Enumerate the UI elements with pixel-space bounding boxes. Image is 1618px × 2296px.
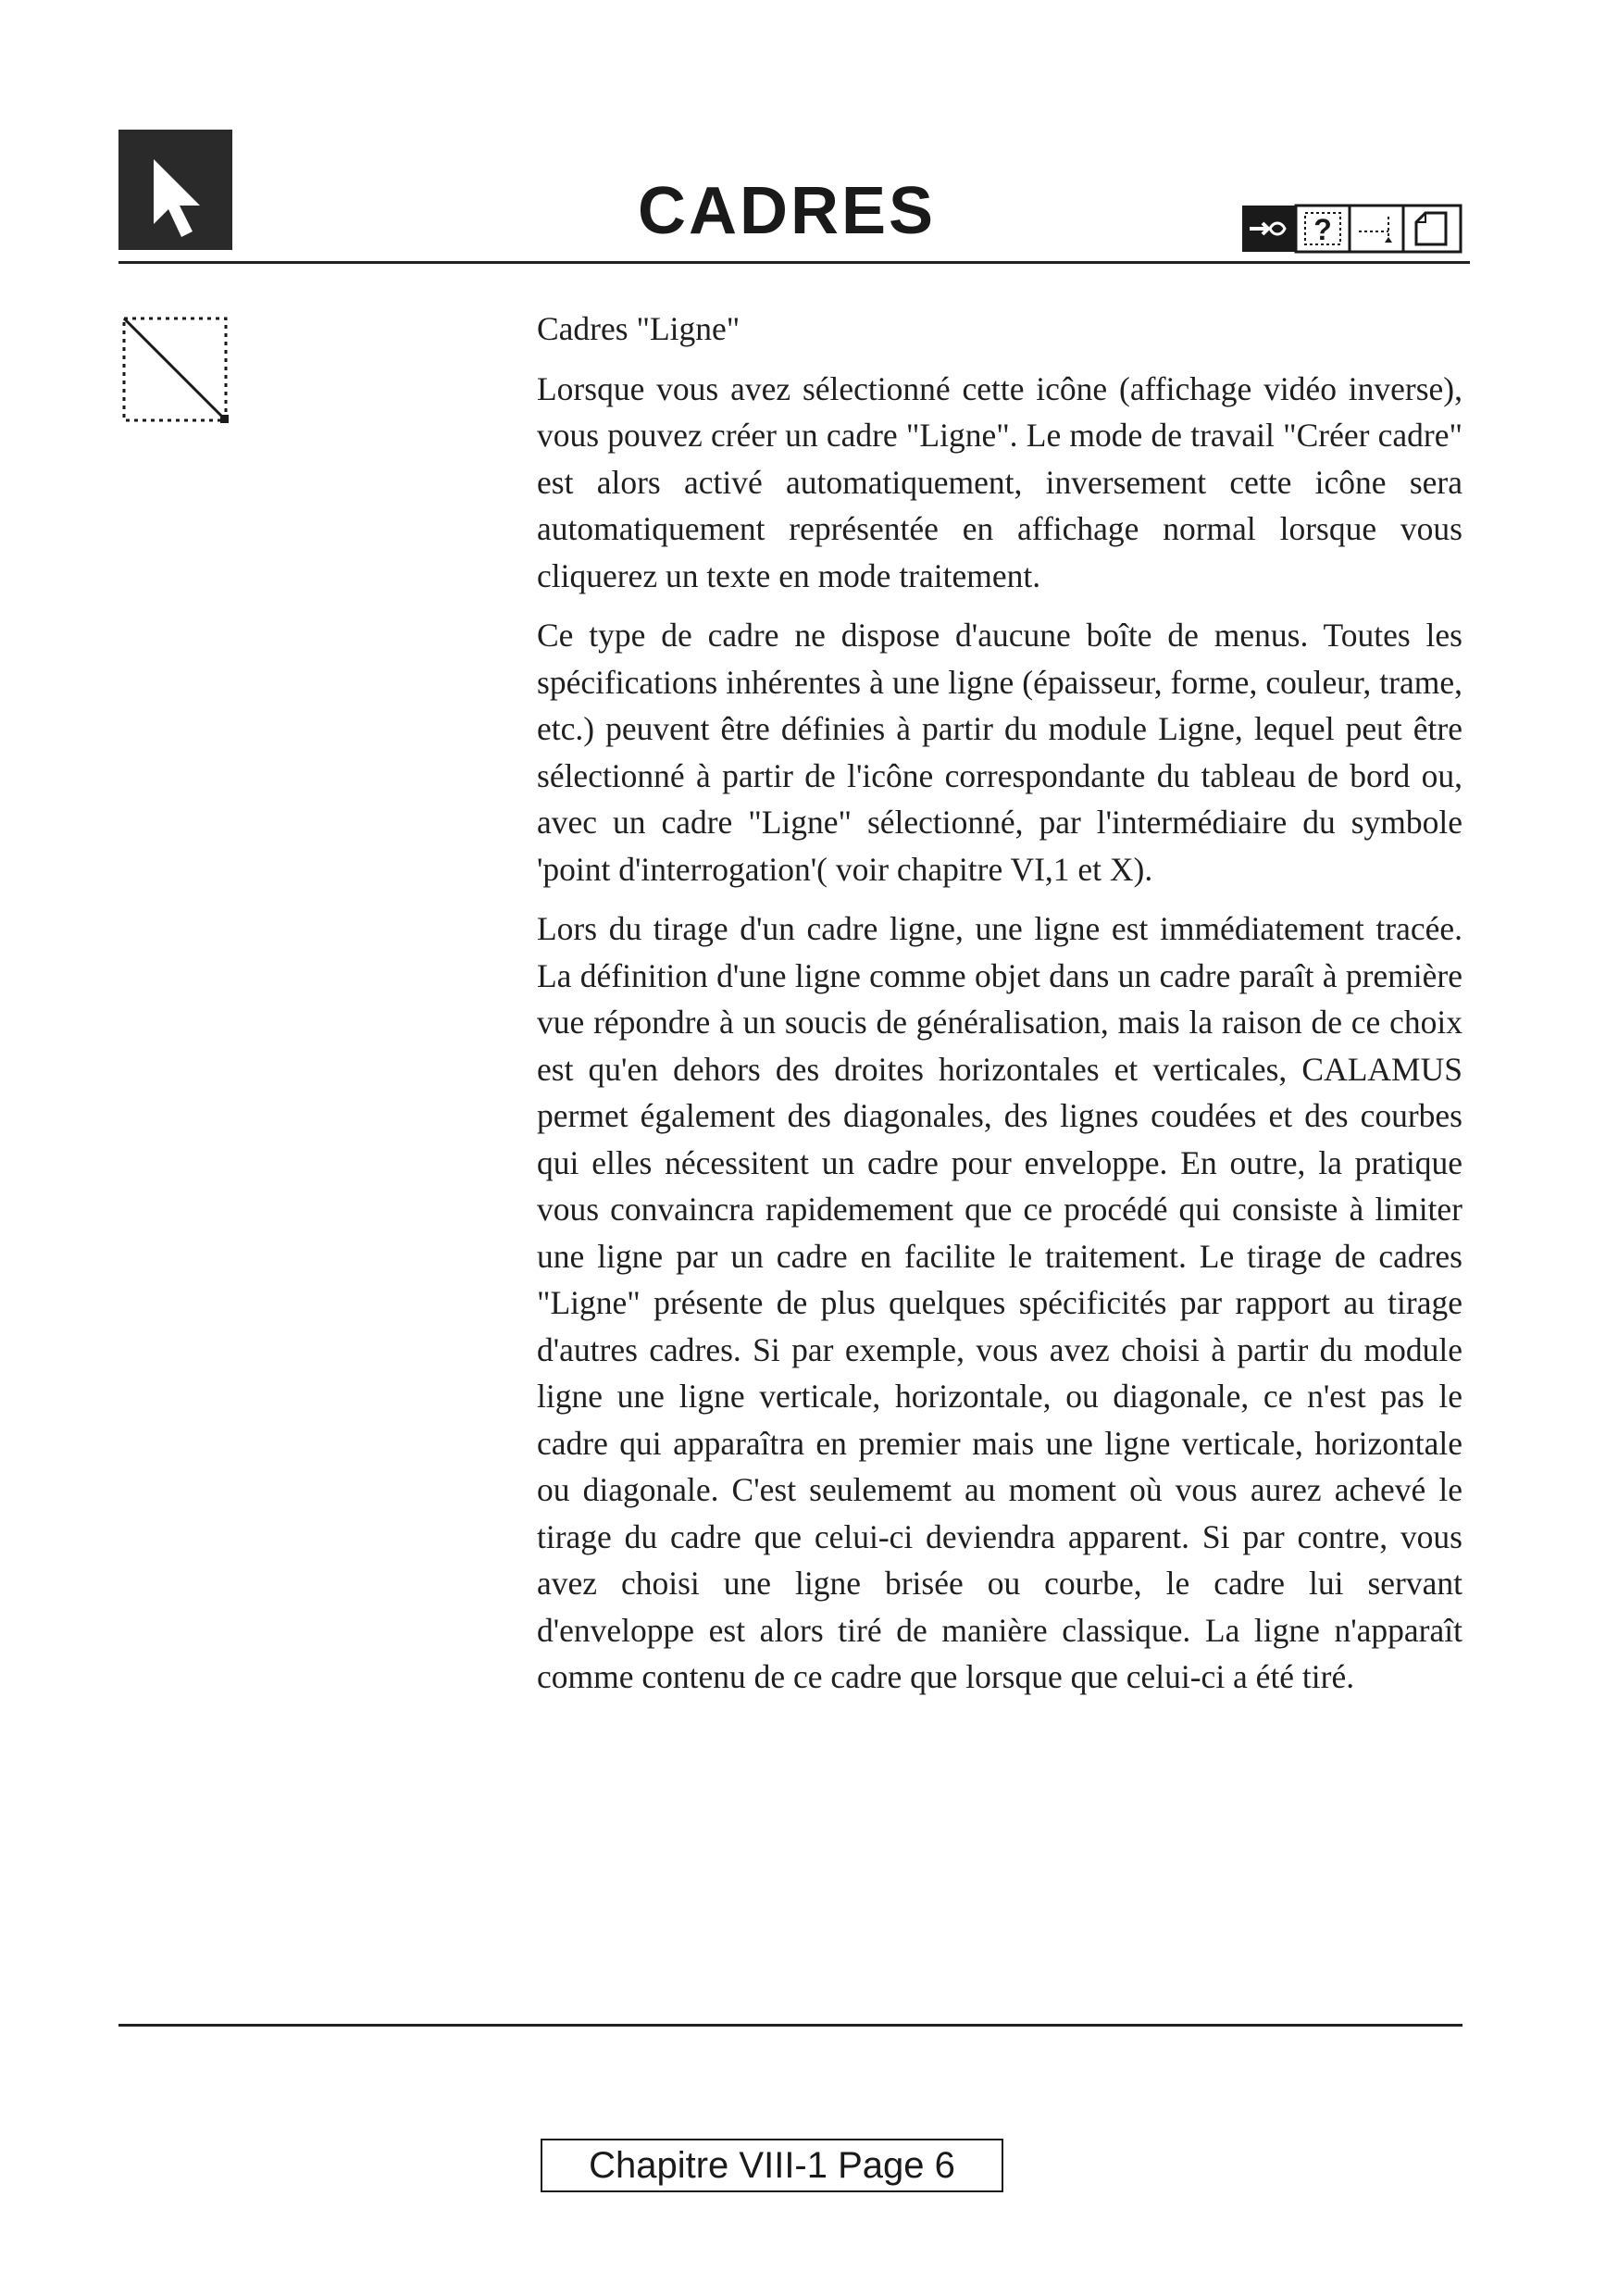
- footer-divider: [118, 2024, 1462, 2027]
- pointer-logo: [118, 130, 232, 250]
- svg-text:?: ?: [1313, 213, 1332, 246]
- header-divider: [118, 261, 1470, 264]
- question-mark-icon: [1296, 206, 1350, 252]
- paragraph: Ce type de cadre ne dispose d'aucune boîte de menus. Toutes les spécifications inhérentes à une ligne (épaisseur, forme, couleur, trame, etc.) peuvent être définies à partir du module Ligne, lequel peut être sélectionné à partir de l'icône correspondante du tableau de bord ou, avec un cadre "Ligne" sélectionné, par l'intermédiaire du symbole 'point d'interrogation'( voir chapitre VI,1 et X).: [537, 617, 1462, 888]
- section-heading: Cadres "Ligne": [537, 310, 741, 347]
- page-number-label: Chapitre VIII-1 Page 6: [541, 2139, 1003, 2192]
- link-icon: [1242, 206, 1296, 252]
- frame-type-icon: [1403, 206, 1461, 252]
- frame-size-icon: [1350, 206, 1403, 252]
- paragraph: Lorsque vous avez sélectionné cette icône (affichage vidéo inverse), vous pouvez créer un cadre "Ligne". Le mode de travail "Créer cadre" est alors activé automatiquement, inversement cette icône sera automatiquement représentée en affichage normal lorsque vous cliquerez un texte en mode traitement.: [537, 369, 1462, 594]
- line-frame-icon: [120, 315, 231, 426]
- title-icon-bar: [1240, 194, 1467, 254]
- paragraph: Lors du tirage d'un cadre ligne, une ligne est immédiatement tracée. La définition d'une ligne comme objet dans un cadre paraît à première vue répondre à un soucis de généralisation, mais la raison de ce choix est qu'en dehors des droites horizontales et verticales, CALAMUS permet également des diagonales, des lignes coudées et des courbes qui elles nécessitent un cadre pour enveloppe. En outre, la pratique vous convaincra rapidemement que ce procédé qui consiste à limiter une ligne par un cadre en facilite le traitement. Le tirage de cadres "Ligne" présente de plus quelques spécificités par rapport au tirage d'autres cadres. Si par exemple, vous avez choisi à partir du module ligne une ligne verticale, horizontale, ou diagonale, ce n'est pas le cadre qui apparaîtra en premier mais une ligne verticale, horizontale ou diagonale. C'est seulememt au moment où vous aurez achevé le tirage du cadre que celui-ci deviendra apparent. Si par contre, vous avez choisi une ligne brisée ou courbe, le cadre lui servant d'enveloppe est alors tiré de manière classique. La ligne n'apparaît comme contenu de ce cadre que lorsque que celui-ci a été tiré.: [537, 910, 1462, 1695]
- body-text: [537, 306, 1462, 1714]
- pointer-arrow-icon: [118, 130, 232, 250]
- page-title: CADRES: [637, 174, 937, 248]
